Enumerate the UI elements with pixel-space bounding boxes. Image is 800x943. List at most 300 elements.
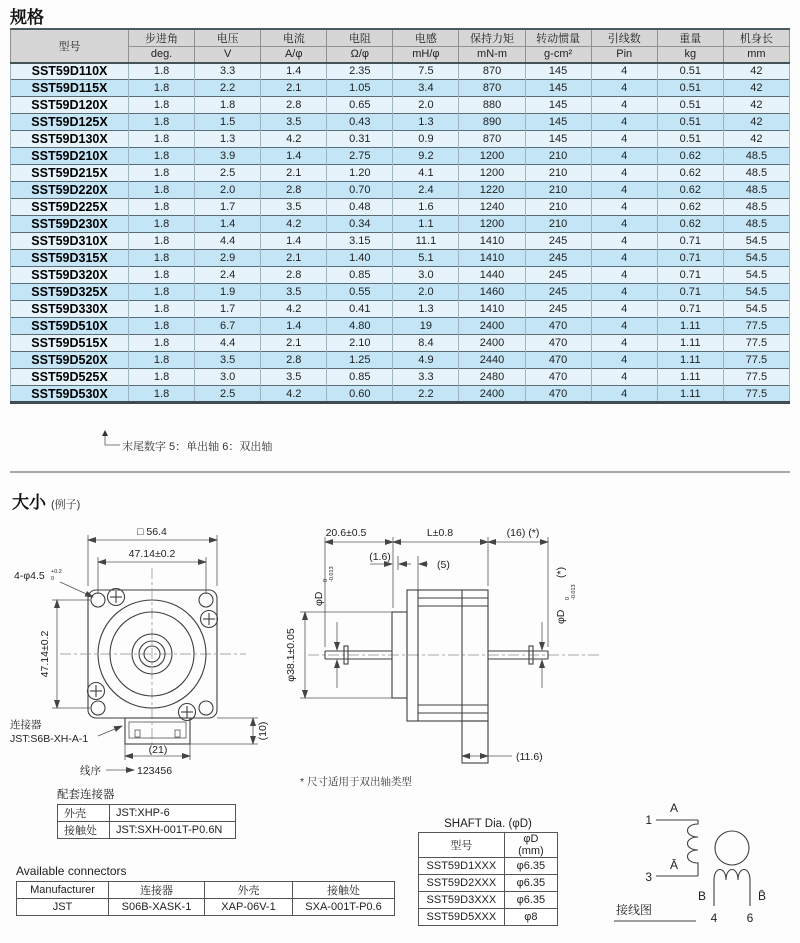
table-cell: 2.1: [261, 165, 327, 182]
table-cell: 870: [459, 80, 525, 97]
table-cell: 2.0: [393, 97, 459, 114]
column-header: 型号: [419, 833, 505, 858]
table-row: [11, 97, 790, 114]
table-cell: 1240: [459, 199, 525, 216]
column-header: 电阻: [327, 29, 393, 47]
table-cell: 1.8: [129, 165, 195, 182]
table-cell: JST:XHP-6: [110, 805, 236, 822]
table-cell: 0.71: [657, 284, 723, 301]
table-row: [11, 182, 790, 199]
table-row: [419, 858, 558, 875]
table-cell: 3.4: [393, 80, 459, 97]
table-cell: 245: [525, 301, 591, 318]
table-cell: 54.5: [723, 250, 789, 267]
table-cell: SST59D110X: [11, 63, 129, 80]
column-unit: mH/φ: [393, 47, 459, 63]
table-cell: 210: [525, 199, 591, 216]
table-cell: 1200: [459, 148, 525, 165]
column-header: 步进角: [129, 29, 195, 47]
table-cell: 0.62: [657, 182, 723, 199]
table-row: [11, 250, 790, 267]
table-row: [11, 63, 790, 80]
table-cell: SST59D315X: [11, 250, 129, 267]
table-cell: 1.11: [657, 318, 723, 335]
wiring-pin1: 1: [645, 813, 652, 827]
table-cell: SST59D115X: [11, 80, 129, 97]
table-cell: SST59D325X: [11, 284, 129, 301]
table-cell: 4: [591, 63, 657, 80]
wiring-phase-b: B: [697, 889, 706, 903]
table-cell: 1.6: [393, 199, 459, 216]
table-cell: 0.85: [327, 369, 393, 386]
table-cell: 2.75: [327, 148, 393, 165]
mating-connector-title: 配套连接器: [57, 789, 115, 801]
dim-connector-depth: (10): [257, 721, 269, 741]
available-connectors-table: [16, 881, 395, 916]
table-row: [11, 165, 790, 182]
column-header: 外壳: [205, 882, 293, 899]
table-cell: 4.9: [393, 352, 459, 369]
column-header: 电流: [261, 29, 327, 47]
table-row: [11, 148, 790, 165]
table-cell: 54.5: [723, 267, 789, 284]
table-cell: 3.15: [327, 233, 393, 250]
table-cell: SST59D520X: [11, 352, 129, 369]
mating-connector-block: [57, 786, 236, 839]
table-cell: 2.35: [327, 63, 393, 80]
table-cell: 0.51: [657, 63, 723, 80]
table-cell: SST59D215X: [11, 165, 129, 182]
table-cell: 4: [591, 182, 657, 199]
wiring-pin4: 4: [710, 911, 718, 925]
table-cell: 1.4: [261, 233, 327, 250]
table-cell: 3.3: [393, 369, 459, 386]
column-header: Manufacturer: [17, 882, 109, 899]
table-cell: 48.5: [723, 182, 789, 199]
table-cell: 2.10: [327, 335, 393, 352]
dim-front-shaft: 20.6±0.5: [325, 527, 367, 539]
table-cell: 4.2: [261, 301, 327, 318]
front-shaft-tol-upper: 0: [323, 578, 329, 582]
table-cell: SST59D120X: [11, 97, 129, 114]
table-row: [11, 301, 790, 318]
hole-tol-upper: +0.2: [51, 569, 62, 575]
connector-label-2: JST:S6B-XH-A-1: [10, 733, 89, 745]
table-cell: 1.8: [129, 369, 195, 386]
table-cell: 245: [525, 284, 591, 301]
table-cell: 145: [525, 114, 591, 131]
column-header: 电感: [393, 29, 459, 47]
table-cell: SST59D2XXX: [419, 875, 505, 892]
table-cell: 2440: [459, 352, 525, 369]
table-cell: 3.0: [393, 267, 459, 284]
table-cell: 2400: [459, 335, 525, 352]
table-cell: 1.8: [129, 80, 195, 97]
note-arrow-icon: [96, 428, 122, 452]
table-cell: 2.0: [393, 284, 459, 301]
table-row: [419, 909, 558, 926]
table-cell: 0.9: [393, 131, 459, 148]
shaft-dia-title: SHAFT Dia. (φD): [444, 818, 532, 830]
table-cell: 3.5: [261, 369, 327, 386]
wiring-title: 接线图: [616, 903, 653, 917]
dim-connector-116: (11.6): [516, 751, 543, 763]
column-unit: Pin: [591, 47, 657, 63]
column-header: 引线数: [591, 29, 657, 47]
connector-label-1: 连接器: [10, 719, 42, 731]
rear-shaft-tol-lower: -0.013: [571, 584, 577, 600]
table-cell: 0.43: [327, 114, 393, 131]
table-cell: 1.8: [129, 131, 195, 148]
table-cell: 1.8: [129, 148, 195, 165]
table-cell: 2.8: [261, 267, 327, 284]
table-cell: 4: [591, 352, 657, 369]
table-cell: 外壳: [58, 805, 110, 822]
section-divider: [10, 471, 790, 473]
table-cell: 3.3: [195, 63, 261, 80]
table-cell: 2400: [459, 318, 525, 335]
table-cell: 2.8: [261, 182, 327, 199]
table-cell: 0.31: [327, 131, 393, 148]
table-row: [11, 352, 790, 369]
phillips-screws: [88, 589, 218, 721]
table-cell: 77.5: [723, 318, 789, 335]
table-cell: 1.11: [657, 352, 723, 369]
size-title-text: 大小: [12, 493, 46, 512]
table-cell: 6.7: [195, 318, 261, 335]
table-cell: SST59D515X: [11, 335, 129, 352]
table-cell: 1410: [459, 233, 525, 250]
table-cell: 0.41: [327, 301, 393, 318]
table-cell: 210: [525, 182, 591, 199]
table-cell: 4.4: [195, 335, 261, 352]
table-cell: SST59D310X: [11, 233, 129, 250]
dim-connector-width: (21): [148, 744, 168, 756]
column-unit: A/φ: [261, 47, 327, 63]
spec-table-header: [11, 29, 790, 63]
table-cell: 4: [591, 267, 657, 284]
dim-pilot-dia: φ38.1±0.05: [285, 628, 297, 682]
dim-pilot-depth: (5): [437, 559, 450, 571]
table-cell: 3.5: [261, 114, 327, 131]
table-cell: 1.11: [657, 335, 723, 352]
table-row: [17, 899, 395, 916]
table-row: [11, 335, 790, 352]
table-cell: 0.51: [657, 97, 723, 114]
table-cell: 1.8: [129, 97, 195, 114]
table-cell: 接触处: [58, 822, 110, 839]
table-cell: 4: [591, 148, 657, 165]
table-cell: XAP-06V-1: [205, 899, 293, 916]
table-cell: 0.70: [327, 182, 393, 199]
table-cell: SST59D510X: [11, 318, 129, 335]
table-cell: 1.8: [129, 301, 195, 318]
drawing-footnote: * 尺寸适用于双出轴类型: [300, 776, 413, 788]
table-cell: 2400: [459, 386, 525, 403]
table-row: [58, 805, 236, 822]
table-cell: 3.0: [195, 369, 261, 386]
table-cell: 1.8: [129, 182, 195, 199]
column-unit: g-cm²: [525, 47, 591, 63]
table-cell: 4: [591, 301, 657, 318]
table-cell: 1.8: [129, 63, 195, 80]
table-cell: 42: [723, 114, 789, 131]
table-cell: 145: [525, 131, 591, 148]
table-cell: 4: [591, 97, 657, 114]
table-cell: 1.8: [129, 216, 195, 233]
table-cell: 4: [591, 80, 657, 97]
table-cell: 48.5: [723, 165, 789, 182]
table-row: [11, 369, 790, 386]
spec-table-body: [11, 63, 790, 403]
table-cell: 1.3: [195, 131, 261, 148]
table-cell: 4.1: [393, 165, 459, 182]
front-shaft-dia-label: φD: [313, 591, 325, 606]
table-cell: 0.71: [657, 301, 723, 318]
table-cell: 1.4: [195, 216, 261, 233]
wiring-phase-a: A: [669, 801, 679, 815]
table-cell: 1.8: [129, 386, 195, 403]
table-cell: 2.2: [195, 80, 261, 97]
table-cell: 890: [459, 114, 525, 131]
table-cell: 4: [591, 199, 657, 216]
table-cell: 1.5: [195, 114, 261, 131]
table-cell: SST59D225X: [11, 199, 129, 216]
table-cell: SST59D3XXX: [419, 892, 505, 909]
table-cell: 77.5: [723, 386, 789, 403]
table-cell: 880: [459, 97, 525, 114]
table-cell: 0.60: [327, 386, 393, 403]
table-cell: 470: [525, 335, 591, 352]
table-cell: 1.7: [195, 199, 261, 216]
table-cell: 2.5: [195, 386, 261, 403]
table-cell: 3.5: [261, 199, 327, 216]
column-unit: kg: [657, 47, 723, 63]
wiring-phase-a-bar: Ā: [669, 858, 679, 872]
table-cell: SST59D130X: [11, 131, 129, 148]
table-cell: 1.3: [393, 114, 459, 131]
table-cell: 1.4: [261, 148, 327, 165]
table-cell: 1220: [459, 182, 525, 199]
shaft-dia-table: [418, 832, 558, 926]
table-row: [11, 318, 790, 335]
wire-order-label: 线序: [80, 765, 101, 777]
shaft-dia-block: [418, 818, 558, 926]
table-cell: JST:SXH-001T-P0.6N: [110, 822, 236, 839]
table-row: [11, 80, 790, 97]
wiring-pin3: 3: [645, 870, 652, 884]
table-cell: SST59D530X: [11, 386, 129, 403]
table-cell: 2.2: [393, 386, 459, 403]
column-unit: mN-m: [459, 47, 525, 63]
table-cell: 4.2: [261, 386, 327, 403]
available-connectors-block: [16, 864, 395, 916]
table-cell: 11.1: [393, 233, 459, 250]
column-header: 连接器: [109, 882, 205, 899]
available-connectors-title: Available connectors: [16, 864, 127, 878]
dim-body-length: L±0.8: [426, 527, 454, 539]
table-cell: 145: [525, 63, 591, 80]
table-cell: 210: [525, 165, 591, 182]
table-cell: φ6.35: [504, 892, 557, 909]
table-cell: 0.51: [657, 80, 723, 97]
table-cell: 1.8: [129, 250, 195, 267]
table-row: [11, 199, 790, 216]
table-cell: 48.5: [723, 199, 789, 216]
table-cell: 7.5: [393, 63, 459, 80]
table-cell: 870: [459, 131, 525, 148]
table-cell: 1.20: [327, 165, 393, 182]
table-cell: 5.1: [393, 250, 459, 267]
table-cell: 4: [591, 335, 657, 352]
table-cell: 1.9: [195, 284, 261, 301]
table-cell: 245: [525, 267, 591, 284]
table-cell: 48.5: [723, 216, 789, 233]
table-cell: 4: [591, 284, 657, 301]
table-cell: 0.34: [327, 216, 393, 233]
table-cell: 77.5: [723, 335, 789, 352]
table-cell: 54.5: [723, 284, 789, 301]
column-header: φD (mm): [504, 833, 557, 858]
table-cell: 1.8: [129, 267, 195, 284]
table-row: [11, 114, 790, 131]
rear-shaft-dia-label: φD: [555, 609, 567, 624]
table-cell: 1.8: [129, 233, 195, 250]
table-cell: SST59D220X: [11, 182, 129, 199]
table-cell: 470: [525, 352, 591, 369]
table-cell: 4: [591, 250, 657, 267]
column-header: 接触处: [293, 882, 395, 899]
table-cell: φ6.35: [504, 875, 557, 892]
column-unit: deg.: [129, 47, 195, 63]
table-cell: 2.4: [393, 182, 459, 199]
table-cell: 0.51: [657, 114, 723, 131]
spec-section-title: 规格: [10, 8, 44, 27]
table-cell: 2.1: [261, 335, 327, 352]
dim-rear-shaft: (16) (*): [506, 527, 540, 539]
column-header: 重量: [657, 29, 723, 47]
table-cell: SST59D525X: [11, 369, 129, 386]
table-cell: SST59D1XXX: [419, 858, 505, 875]
table-cell: 42: [723, 80, 789, 97]
table-cell: SXA-001T-P0.6: [293, 899, 395, 916]
table-cell: SST59D210X: [11, 148, 129, 165]
table-cell: 1460: [459, 284, 525, 301]
table-cell: 210: [525, 216, 591, 233]
table-cell: 3.5: [195, 352, 261, 369]
table-cell: 77.5: [723, 352, 789, 369]
table-cell: 0.71: [657, 233, 723, 250]
table-cell: 3.9: [195, 148, 261, 165]
spec-table: [10, 28, 790, 404]
wire-order-pins: 123456: [137, 765, 173, 777]
table-cell: 1.8: [129, 199, 195, 216]
table-cell: 48.5: [723, 148, 789, 165]
table-cell: 2.0: [195, 182, 261, 199]
table-cell: 4: [591, 386, 657, 403]
table-cell: φ6.35: [504, 858, 557, 875]
front-shaft-tol-lower: -0.013: [329, 566, 335, 582]
table-cell: 1.7: [195, 301, 261, 318]
table-cell: 1.25: [327, 352, 393, 369]
size-subtitle-text: (例子): [51, 499, 81, 511]
table-cell: 0.65: [327, 97, 393, 114]
size-section-title: [12, 488, 80, 513]
table-cell: 1.05: [327, 80, 393, 97]
table-cell: 1410: [459, 250, 525, 267]
table-cell: 4: [591, 165, 657, 182]
table-cell: 0.51: [657, 131, 723, 148]
table-cell: 245: [525, 250, 591, 267]
dim-hole-spacing-v: 47.14±0.2: [39, 630, 51, 678]
table-cell: 4.4: [195, 233, 261, 250]
table-cell: 145: [525, 97, 591, 114]
table-cell: φ8: [504, 909, 557, 926]
table-cell: 0.71: [657, 267, 723, 284]
hole-callout: 4-φ4.5: [14, 570, 45, 582]
table-row: [11, 386, 790, 403]
table-cell: 4: [591, 216, 657, 233]
column-header: 型号: [11, 29, 129, 63]
table-cell: 0.62: [657, 165, 723, 182]
note-text: 末尾数字 5：单出轴 6：双出轴: [122, 441, 273, 453]
table-cell: 0.62: [657, 199, 723, 216]
column-header: 转动惯量: [525, 29, 591, 47]
table-cell: 4: [591, 114, 657, 131]
table-cell: 2.4: [195, 267, 261, 284]
table-cell: SST59D230X: [11, 216, 129, 233]
table-cell: 1.1: [393, 216, 459, 233]
column-header: 机身长: [723, 29, 789, 47]
table-cell: 1.3: [393, 301, 459, 318]
column-unit: V: [195, 47, 261, 63]
hole-tol-lower: 0: [51, 576, 55, 582]
dim-hole-spacing-h: 47.14±0.2: [128, 548, 176, 560]
table-cell: 210: [525, 148, 591, 165]
side-view-drawing: [280, 516, 610, 768]
table-cell: 4: [591, 131, 657, 148]
table-row: [11, 233, 790, 250]
table-cell: 2480: [459, 369, 525, 386]
rear-shaft-tol-upper: 0: [565, 596, 571, 600]
table-cell: 1.11: [657, 369, 723, 386]
table-cell: 42: [723, 131, 789, 148]
table-cell: 54.5: [723, 233, 789, 250]
table-cell: 1440: [459, 267, 525, 284]
wiring-phase-b-bar: B̄: [758, 889, 767, 903]
rear-shaft-star: (*): [555, 566, 567, 578]
wiring-diagram: [612, 790, 792, 932]
mating-connector-table: [57, 804, 236, 839]
table-cell: 470: [525, 318, 591, 335]
table-cell: 2.5: [195, 165, 261, 182]
table-cell: 1200: [459, 165, 525, 182]
front-view-drawing: [10, 516, 280, 780]
table-cell: 2.1: [261, 80, 327, 97]
table-cell: 1.8: [129, 352, 195, 369]
table-cell: S06B-XASK-1: [109, 899, 205, 916]
table-cell: JST: [17, 899, 109, 916]
table-cell: 4.2: [261, 216, 327, 233]
table-cell: 0.62: [657, 216, 723, 233]
table-cell: 4.2: [261, 131, 327, 148]
table-cell: 1.8: [129, 335, 195, 352]
table-cell: 1.4: [261, 318, 327, 335]
table-cell: SST59D5XXX: [419, 909, 505, 926]
table-cell: 2.8: [261, 97, 327, 114]
table-row: [11, 131, 790, 148]
table-cell: 77.5: [723, 369, 789, 386]
